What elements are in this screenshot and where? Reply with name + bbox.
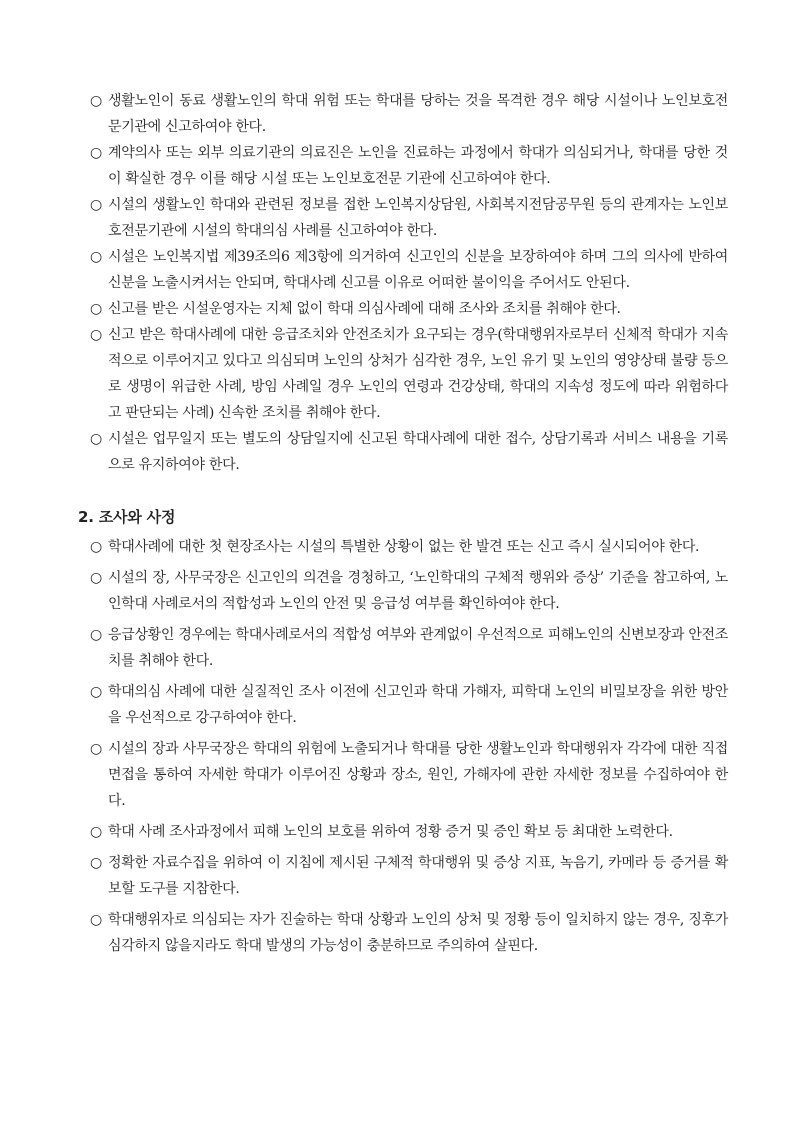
list-item: [78, 534, 728, 560]
list-item: [78, 679, 728, 731]
list-item-text: 학대 사례 조사과정에서 피해 노인의 보호를 위하여 정황 증거 및 증인 확보 등 최대한 노력한다.: [108, 824, 673, 840]
list-item: [78, 322, 728, 426]
list-item: [78, 140, 728, 192]
list-item-text: 계약의사 또는 외부 의료기관의 의료진은 노인을 진료하는 과정에서 학대가 의심되거나, 학대를 당한 것이 확실한 경우 이를 해당 시설 또는 노인보호전문 기관에 신고하여야 한다.: [108, 145, 728, 187]
bullet-circle-icon: ○: [90, 741, 102, 757]
list-item-text: 시설의 장, 사무국장은 신고인의 의견을 경청하고, ‘노인학대의 구체적 행위와 증상’ 기준을 참고하여, 노인학대 사례로서의 적합성과 노인의 안전 및 응급성 여부를 확인하여야 한다.: [108, 570, 728, 612]
bullet-circle-icon: ○: [90, 93, 102, 109]
list-item-text: 학대사례에 대한 첫 현장조사는 시설의 특별한 상황이 없는 한 발견 또는 신고 즉시 실시되어야 한다.: [108, 539, 700, 555]
list-item-text: 시설의 생활노인 학대와 관련된 정보를 접한 노인복지상담원, 사회복지전담공무원 등의 관계자는 노인보호전문기관에 시설의 학대의심 사례를 신고하여야 한다.: [108, 197, 728, 239]
bullet-circle-icon: ○: [90, 145, 102, 161]
list-item-text: 학대행위자로 의심되는 자가 진술하는 학대 상황과 노인의 상처 및 정황 등이 일치하지 않는 경우, 징후가 심각하지 않을지라도 학대 발생의 가능성이 충분하므로 주의하여 살핀다.: [108, 912, 728, 954]
list-item-text: 응급상황인 경우에는 학대사례로서의 적합성 여부와 관계없이 우선적으로 피해노인의 신변보장과 안전조치를 취해야 한다.: [108, 627, 728, 669]
section-2-list: [78, 534, 728, 959]
list-item: [78, 565, 728, 617]
list-item: [78, 819, 728, 845]
list-item: [78, 244, 728, 296]
list-item: [78, 850, 728, 902]
list-item-text: 생활노인이 동료 생활노인의 학대 위험 또는 학대를 당하는 것을 목격한 경우 해당 시설이나 노인보호전문기관에 신고하여야 한다.: [108, 93, 728, 135]
list-item-text: 신고를 받은 시설운영자는 지체 없이 학대 의심사례에 대해 조사와 조치를 취해야 한다.: [108, 301, 621, 317]
bullet-circle-icon: ○: [90, 912, 102, 928]
list-item-text: 학대의심 사례에 대한 실질적인 조사 이전에 신고인과 학대 가해자, 피학대 노인의 비밀보장을 위한 방안을 우선적으로 강구하여야 한다.: [108, 684, 728, 726]
bullet-circle-icon: ○: [90, 431, 102, 447]
section-1-list: [78, 88, 728, 478]
list-item-text: 시설은 업무일지 또는 별도의 상담일지에 신고된 학대사례에 대한 접수, 상담기록과 서비스 내용을 기록으로 유지하여야 한다.: [108, 431, 728, 473]
bullet-circle-icon: ○: [90, 855, 102, 871]
bullet-circle-icon: ○: [90, 197, 102, 213]
list-item: [78, 296, 728, 322]
bullet-circle-icon: ○: [90, 627, 102, 643]
bullet-circle-icon: ○: [90, 249, 102, 265]
bullet-circle-icon: ○: [90, 301, 102, 317]
bullet-circle-icon: ○: [90, 570, 102, 586]
bullet-circle-icon: ○: [90, 539, 102, 555]
bullet-circle-icon: ○: [90, 327, 102, 343]
list-item: [78, 192, 728, 244]
section-2-heading: 2. 조사와 사정: [78, 508, 176, 526]
list-item-text: 정확한 자료수집을 위하여 이 지침에 제시된 구체적 학대행위 및 증상 지표, 녹음기, 카메라 등 증거를 확보할 도구를 지참한다.: [108, 855, 728, 897]
document-body: [78, 88, 728, 964]
bullet-circle-icon: ○: [90, 684, 102, 700]
list-item-text: 시설은 노인복지법 제39조의6 제3항에 의거하여 신고인의 신분을 보장하여야 하며 그의 의사에 반하여 신분을 노출시켜서는 안되며, 학대사례 신고를 이유로 어떠한 불이익을 주어서도 안된다.: [108, 249, 728, 291]
list-item: [78, 907, 728, 959]
list-item: [78, 426, 728, 478]
list-item: [78, 622, 728, 674]
list-item-text: 신고 받은 학대사례에 대한 응급조치와 안전조치가 요구되는 경우(학대행위자로부터 신체적 학대가 지속적으로 이루어지고 있다고 의심되며 노인의 상처가 심각한 경우, 노인 유기 및 노인의 영양상태 불량 등으로 생명이 위급한 사례, 방임 사례일 경우 노인의 연령과 건강상태, 학대의 지속성 정도에 따라 위험하다고 판단되는 사례) 신속한 조치를 취해야 한다.: [108, 327, 728, 421]
list-item: [78, 88, 728, 140]
list-item: [78, 736, 728, 814]
bullet-circle-icon: ○: [90, 824, 102, 840]
list-item-text: 시설의 장과 사무국장은 학대의 위험에 노출되거나 학대를 당한 생활노인과 학대행위자 각각에 대한 직접 면접을 통하여 자세한 학대가 이루어진 상황과 장소, 원인, 가해자에 관한 자세한 정보를 수집하여야 한다.: [108, 741, 728, 809]
